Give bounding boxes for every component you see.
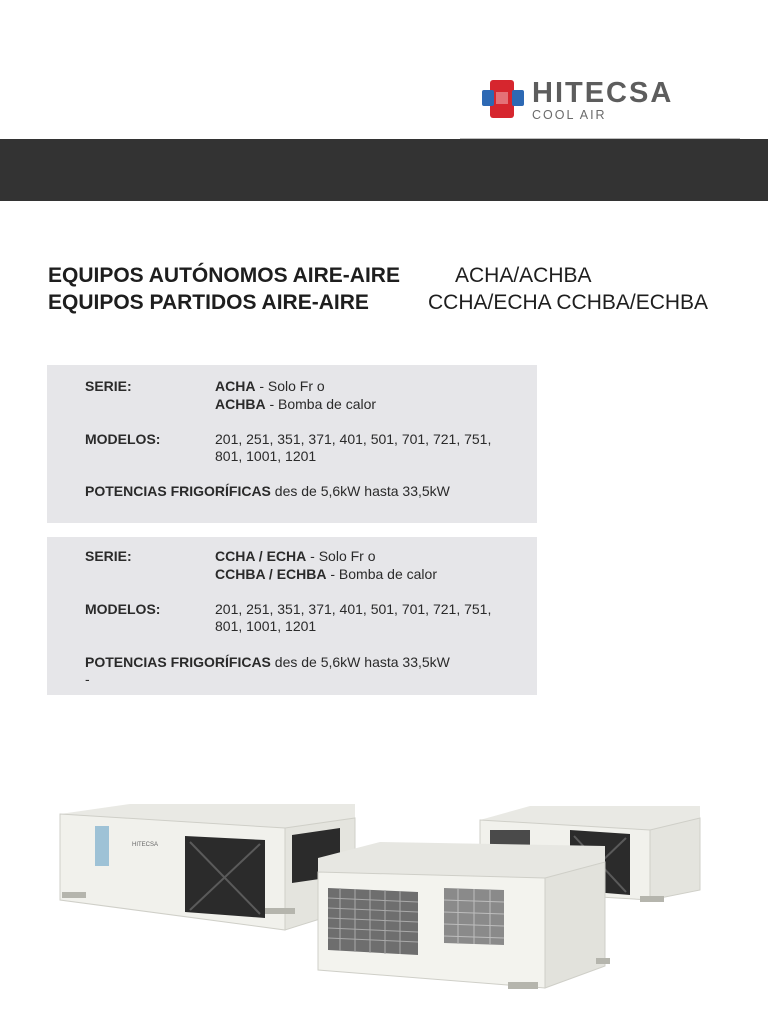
header-band: [0, 139, 768, 201]
title-partidos: [48, 290, 709, 316]
brand-logo: [482, 74, 732, 126]
serie-name: CCHA / ECHA: [215, 548, 307, 564]
serie-desc: - Solo Fr o: [306, 548, 376, 564]
modelos-line: 801, 1001, 1201: [215, 448, 317, 464]
modelos-line: 801, 1001, 1201: [215, 618, 317, 634]
serie-desc: - Bomba de calor: [265, 396, 377, 412]
serie-desc: - Solo Fr o: [255, 378, 325, 394]
serie-name: CCHBA / ECHBA: [215, 566, 327, 582]
serie-name: ACHA: [215, 378, 256, 394]
modelos-row: [85, 431, 492, 448]
serie-line: [215, 548, 376, 565]
modelos-label: MODELOS:: [85, 431, 161, 447]
potencias-value: des de 5,6kW hasta 33,5kW: [270, 654, 450, 670]
potencias-label: POTENCIAS FRIGORÍFICAS: [85, 654, 271, 670]
potencias-label: POTENCIAS FRIGORÍFICAS: [85, 483, 271, 499]
modelos-line: 201, 251, 351, 371, 401, 501, 701, 721, 751,: [215, 601, 492, 617]
spec-box-autonomos: [47, 365, 537, 523]
title-label: EQUIPOS PARTIDOS AIRE-AIRE: [48, 291, 369, 314]
product-photo: [40, 780, 740, 1010]
serie-line: [215, 396, 376, 413]
serie-line: [215, 566, 437, 583]
unit-logo-text: HITECSA: [132, 842, 159, 848]
serie-row: [85, 378, 325, 395]
modelos-row: [85, 601, 492, 618]
title-codes: ACHA/ACHBA: [455, 264, 592, 287]
brand-tagline: COOL AIR: [532, 108, 607, 122]
spec-box-partidos: [47, 537, 537, 695]
brand-name: HITECSA: [532, 77, 674, 109]
front-unit: [318, 842, 610, 989]
modelos-label: MODELOS:: [85, 601, 161, 617]
potencias-row: [85, 654, 450, 671]
hitecsa-logo-icon: [482, 76, 524, 122]
title-label: EQUIPOS AUTÓNOMOS AIRE-AIRE: [48, 264, 400, 287]
potencias-value: des de 5,6kW hasta 33,5kW: [270, 483, 450, 499]
serie-desc: - Bomba de calor: [326, 566, 437, 582]
serie-label: SERIE:: [85, 548, 132, 564]
serie-row: [85, 548, 376, 565]
left-unit: [60, 804, 355, 930]
serie-line: [215, 378, 325, 395]
title-codes: CCHA/ECHA CCHBA/ECHBA: [428, 291, 709, 314]
serie-name: ACHBA: [215, 396, 266, 412]
modelos-line: 201, 251, 351, 371, 401, 501, 701, 721, 751,: [215, 431, 492, 447]
title-autonomos: [48, 263, 592, 289]
potencias-row: [85, 483, 450, 500]
trailing-dash: -: [85, 671, 90, 687]
serie-label: SERIE:: [85, 378, 132, 394]
